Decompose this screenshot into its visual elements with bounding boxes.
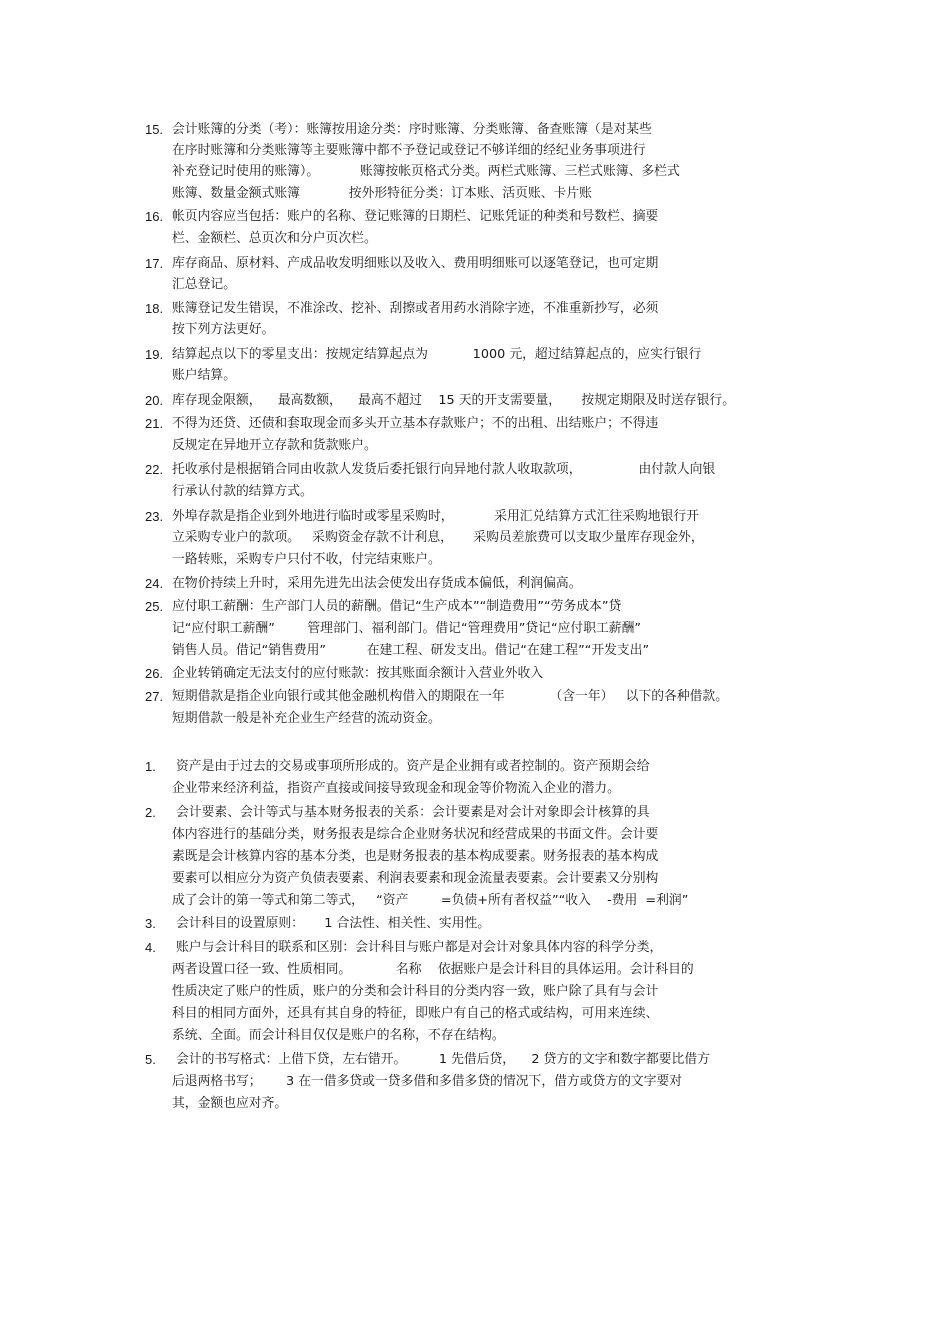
item-line: 成了会计的第一等式和第二等式， “资产 =负债+所有者权益”“收入 -费用 =利润” bbox=[172, 893, 689, 908]
item-line: 账簿登记发生错误，不准涂改、挖补、刮擦或者用药水消除字迹，不准重新抄写，必须 bbox=[172, 301, 659, 316]
item-number: 18. bbox=[145, 301, 164, 316]
item-line: 会计的书写格式：上借下贷，左右错开。 1 先借后贷， 2 贷方的文字和数字都要比借方 bbox=[176, 1052, 710, 1067]
item-line: 按下列方法更好。 bbox=[172, 322, 275, 337]
item-line: 企业转销确定无法支付的应付账款：按其账面余额计入营业外收入 bbox=[172, 666, 544, 681]
item-line: 账户结算。 bbox=[172, 368, 236, 383]
item-number: 1. bbox=[145, 759, 156, 774]
item-line: 其，金额也应对齐。 bbox=[172, 1096, 288, 1111]
item-line: 外埠存款是指企业到外地进行临时或零星采购时， 采用汇兑结算方式汇往采购地银行开 bbox=[172, 509, 699, 524]
item-line: 短期借款是指企业向银行或其他金融机构借入的期限在一年 （含一年） 以下的各种借款。 bbox=[172, 689, 729, 704]
item-number: 5. bbox=[145, 1052, 156, 1067]
item-number: 4. bbox=[145, 940, 156, 955]
item-line: 托收承付是根据销合同由收款人发货后委托银行向异地付款人收取款项， 由付款人向银 bbox=[172, 462, 716, 477]
item-number: 15. bbox=[145, 122, 164, 137]
item-line: 账户与会计科目的联系和区别：会计科目与账户都是对会计对象具体内容的科学分类， bbox=[176, 940, 663, 955]
item-line: 系统、全面。而会计科目仅仅是账户的名称，不存在结构。 bbox=[172, 1028, 505, 1043]
item-line: 账簿、数量金额式账簿 按外形特征分类：订本账、活页账、卡片账 bbox=[172, 186, 592, 201]
item-line: 结算起点以下的零星支出：按规定结算起点为 1000 元，超过结算起点的，应实行银行 bbox=[172, 347, 702, 362]
item-line: 栏、金额栏、总页次和分户页次栏。 bbox=[172, 231, 377, 246]
item-line: 短期借款一般是补充企业生产经营的流动资金。 bbox=[172, 711, 441, 726]
item-line: 记“应付职工薪酬” 管理部门、福利部门。借记“管理费用”贷记“应付职工薪酬” bbox=[172, 621, 642, 636]
item-number: 24. bbox=[145, 576, 164, 591]
item-line: 会计账簿的分类（考）：账簿按用途分类：序时账簿、分类账簿、备查账簿（是对某些 bbox=[172, 122, 652, 137]
item-number: 16. bbox=[145, 209, 164, 224]
item-number: 17. bbox=[145, 256, 164, 271]
item-number: 20. bbox=[145, 393, 164, 408]
item-number: 22. bbox=[145, 462, 164, 477]
item-number: 19. bbox=[145, 347, 164, 362]
item-line: 企业带来经济利益，指资产直接或间接导致现金和现金等价物流入企业的潜力。 bbox=[172, 781, 620, 796]
item-line: 反规定在异地开立存款和货款账户。 bbox=[172, 438, 377, 453]
item-line: 会计科目的设置原则： 1 合法性、相关性、实用性。 bbox=[176, 916, 491, 931]
item-line: 应付职工薪酬：生产部门人员的薪酬。借记“生产成本”“制造费用”“劳务成本”贷 bbox=[172, 599, 622, 614]
item-line: 会计要素、会计等式与基本财务报表的关系：会计要素是对会计对象即会计核算的具 bbox=[176, 805, 650, 820]
item-line: 一路转账，采购专户只付不收，付完结束账户。 bbox=[172, 552, 441, 567]
item-line: 体内容进行的基础分类，财务报表是综合企业财务状况和经营成果的书面文件。会计要 bbox=[172, 827, 659, 842]
item-number: 25. bbox=[145, 599, 164, 614]
item-line: 帐页内容应当包括：账户的名称、登记账簿的日期栏、记账凭证的种类和号数栏、摘要 bbox=[172, 209, 659, 224]
item-line: 立采购专业户的款项。 采购资金存款不计利息， 采购员差旅费可以支取少量库存现金外， bbox=[172, 530, 704, 545]
item-number: 26. bbox=[145, 666, 164, 681]
item-line: 资产是由于过去的交易或事项所形成的。资产是企业拥有或者控制的。资产预期会给 bbox=[176, 759, 650, 774]
item-line: 性质决定了账户的性质，账户的分类和会计科目的分类内容一致，账户除了具有与会计 bbox=[172, 984, 659, 999]
item-line: 库存商品、原材料、产成品收发明细账以及收入、费用明细账可以逐笔登记，也可定期 bbox=[172, 256, 659, 271]
item-line: 要素可以相应分为资产负债表要素、利润表要素和现金流量表要素。会计要素又分别构 bbox=[172, 871, 659, 886]
item-number: 21. bbox=[145, 416, 164, 431]
item-number: 2. bbox=[145, 805, 156, 820]
item-line: 在序时账簿和分类账簿等主要账簿中都不予登记或登记不够详细的经纪业务事项进行 bbox=[172, 143, 646, 158]
item-number: 3. bbox=[145, 916, 156, 931]
item-line: 销售人员。借记“销售费用” 在建工程、研发支出。借记“在建工程”“开发支出” bbox=[172, 643, 650, 658]
item-line: 不得为还贷、还债和套取现金而多头开立基本存款账户；不的出租、出结账户；不得违 bbox=[172, 416, 659, 431]
item-line: 科目的相同方面外，还具有其自身的特征，即账户有自己的格式或结构，可用来连续、 bbox=[172, 1006, 659, 1021]
item-number: 27. bbox=[145, 689, 164, 704]
item-line: 汇总登记。 bbox=[172, 277, 236, 292]
item-line: 后退两格书写； 3 在一借多贷或一贷多借和多借多贷的情况下，借方或贷方的文字要对 bbox=[172, 1074, 683, 1089]
item-line: 两者设置口径一致、性质相同。 名称 依据账户是会计科目的具体运用。会计科目的 bbox=[172, 962, 694, 977]
item-number: 23. bbox=[145, 509, 164, 524]
item-line: 库存现金限额， 最高数额， 最高不超过 15 天的开支需要量， 按规定期限及时送存银行。 bbox=[172, 393, 735, 408]
item-line: 素既是会计核算内容的基本分类，也是财务报表的基本构成要素。财务报表的基本构成 bbox=[172, 849, 659, 864]
item-line: 行承认付款的结算方式。 bbox=[172, 484, 313, 499]
item-line: 补充登记时使用的账簿）。 账簿按帐页格式分类。两栏式账簿、三栏式账簿、多栏式 bbox=[172, 164, 680, 179]
item-line: 在物价持续上升时，采用先进先出法会使发出存货成本偏低，利润偏高。 bbox=[172, 576, 582, 591]
